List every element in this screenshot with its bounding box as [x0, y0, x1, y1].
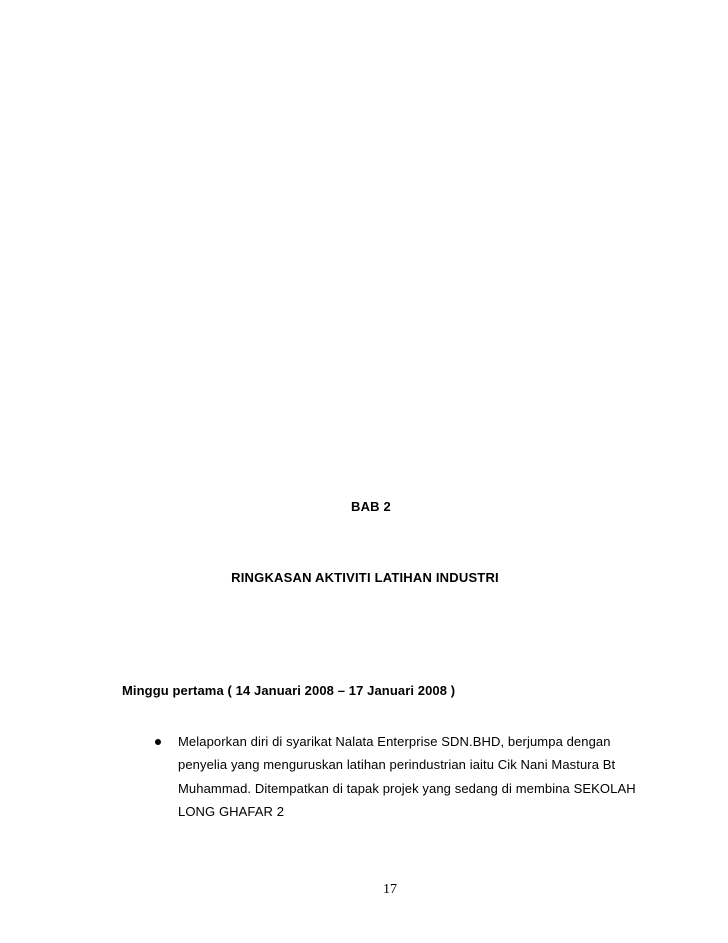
- list-item: [122, 730, 642, 823]
- bullet-icon: [155, 739, 161, 745]
- page-number: 17: [383, 882, 397, 897]
- list-item-text: Melaporkan diri di syarikat Nalata Enterprise SDN.BHD, berjumpa dengan penyelia yang menguruskan latihan perindustrian iaitu Cik Nani Mastura Bt Muhammad. Ditempatkan di tapak projek yang sedang di membina SEKOLAH LONG GHAFAR 2: [178, 734, 636, 819]
- week-heading: Minggu pertama ( 14 Januari 2008 – 17 Januari 2008 ): [122, 683, 456, 698]
- activity-list: [122, 730, 642, 823]
- chapter-label: BAB 2: [350, 499, 391, 514]
- chapter-title: RINGKASAN AKTIVITI LATIHAN INDUSTRI: [231, 570, 499, 585]
